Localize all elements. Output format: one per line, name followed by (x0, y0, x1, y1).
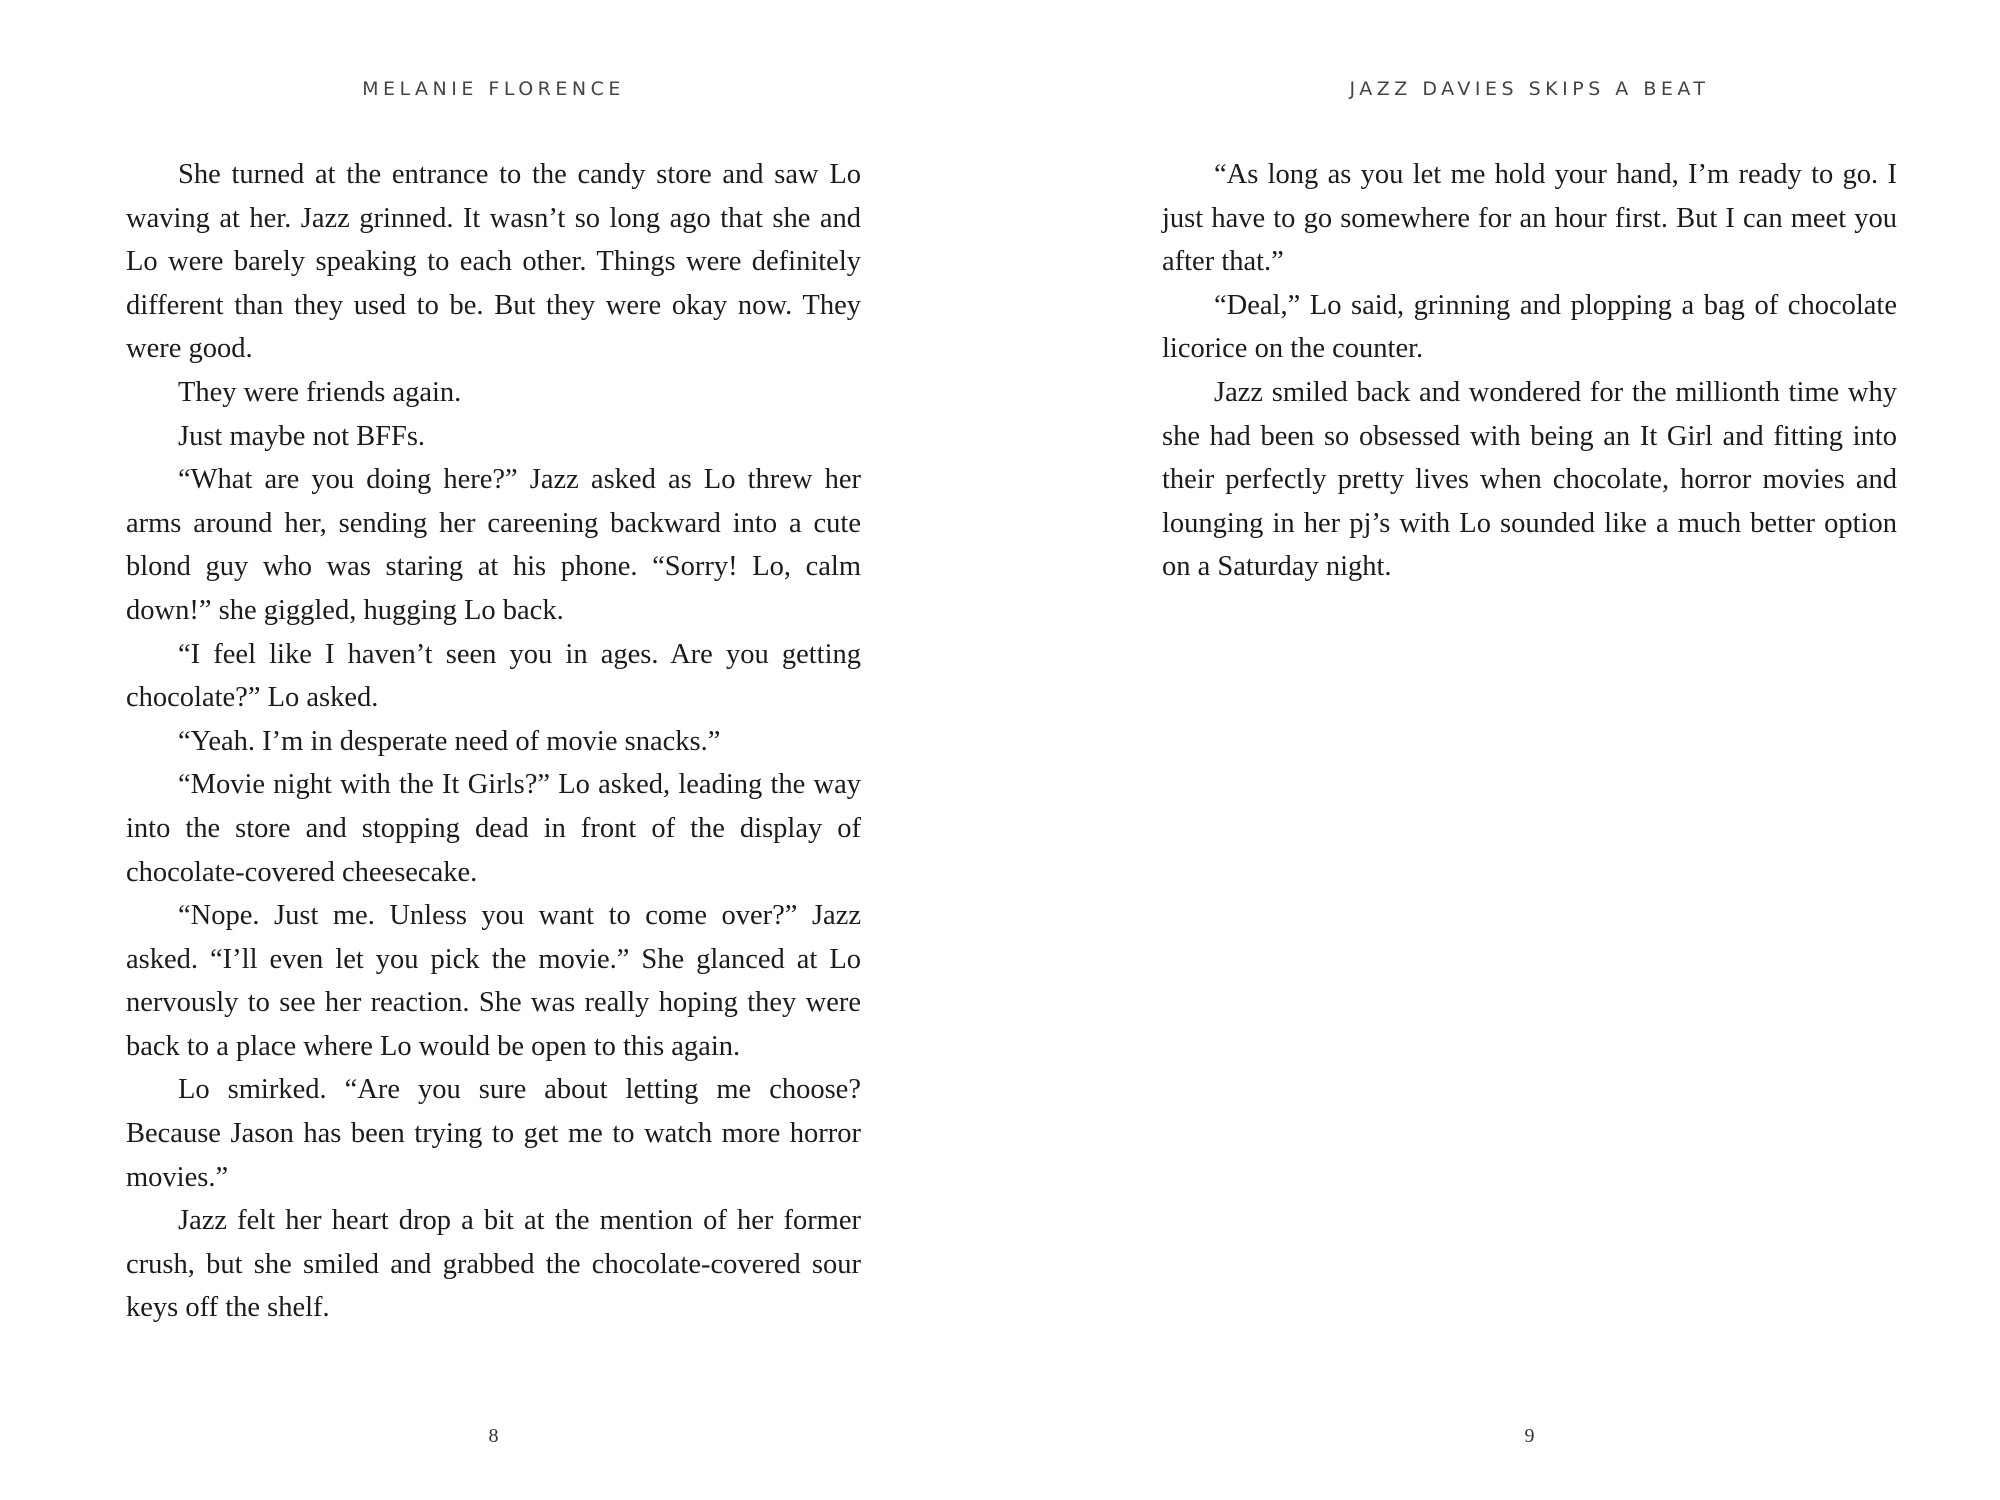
paragraph: Just maybe not BFFs. (178, 420, 426, 452)
right-page-body (1162, 153, 1897, 589)
page-number: 8 (488, 1425, 499, 1447)
running-head-title: JAZZ DAVIES SKIPS A BEAT (1349, 78, 1710, 100)
paragraph: “I feel like I haven’t seen you in ages. Are you getting chocolate?” Lo asked. (126, 638, 861, 714)
right-page (1162, 0, 1897, 1500)
paragraph: “Yeah. I’m in desperate need of movie snacks.” (178, 725, 721, 757)
running-head-author: MELANIE FLORENCE (362, 78, 625, 100)
left-page-body (126, 153, 861, 1330)
paragraph: “Movie night with the It Girls?” Lo asked, leading the way into the store and stopping dead in front of the display of chocolate-covered cheesecake. (126, 769, 861, 888)
paragraph: “Nope. Just me. Unless you want to come over?” Jazz asked. “I’ll even let you pick the movie.” She glanced at Lo nervously to see her reaction. She was really hoping they were back to a place where Lo would be open to this again. (126, 900, 861, 1062)
paragraph: Lo smirked. “Are you sure about letting me choose? Because Jason has been trying to get me to watch more horror movies.” (126, 1074, 861, 1193)
paragraph: She turned at the entrance to the candy store and saw Lo waving at her. Jazz grinned. It wasn’t so long ago that she and Lo were barely speaking to each other. Things were definitely different than they used to be. But they were okay now. They were good. (126, 159, 861, 365)
paragraph: “Deal,” Lo said, grinning and plopping a bag of chocolate licorice on the counter. (1162, 289, 1897, 365)
paragraph: “What are you doing here?” Jazz asked as Lo threw her arms around her, sending her careening backward into a cute blond guy who was staring at his phone. “Sorry! Lo, calm down!” she giggled, hugging Lo back. (126, 464, 861, 626)
left-page (126, 0, 861, 1500)
paragraph: Jazz felt her heart drop a bit at the mention of her former crush, but she smiled and grabbed the chocolate-covered sour keys off the shelf. (126, 1205, 861, 1324)
paragraph: They were friends again. (178, 376, 462, 408)
paragraph: Jazz smiled back and wondered for the millionth time why she had been so obsessed with being an It Girl and fitting into their perfectly pretty lives when chocolate, horror movies and lounging in her pj’s with Lo sounded like a much better option on a Saturday night. (1162, 376, 1897, 583)
page-number: 9 (1524, 1425, 1535, 1447)
paragraph: “As long as you let me hold your hand, I’m ready to go. I just have to go somewhere for an hour first. But I can meet you after that.” (1162, 159, 1897, 278)
